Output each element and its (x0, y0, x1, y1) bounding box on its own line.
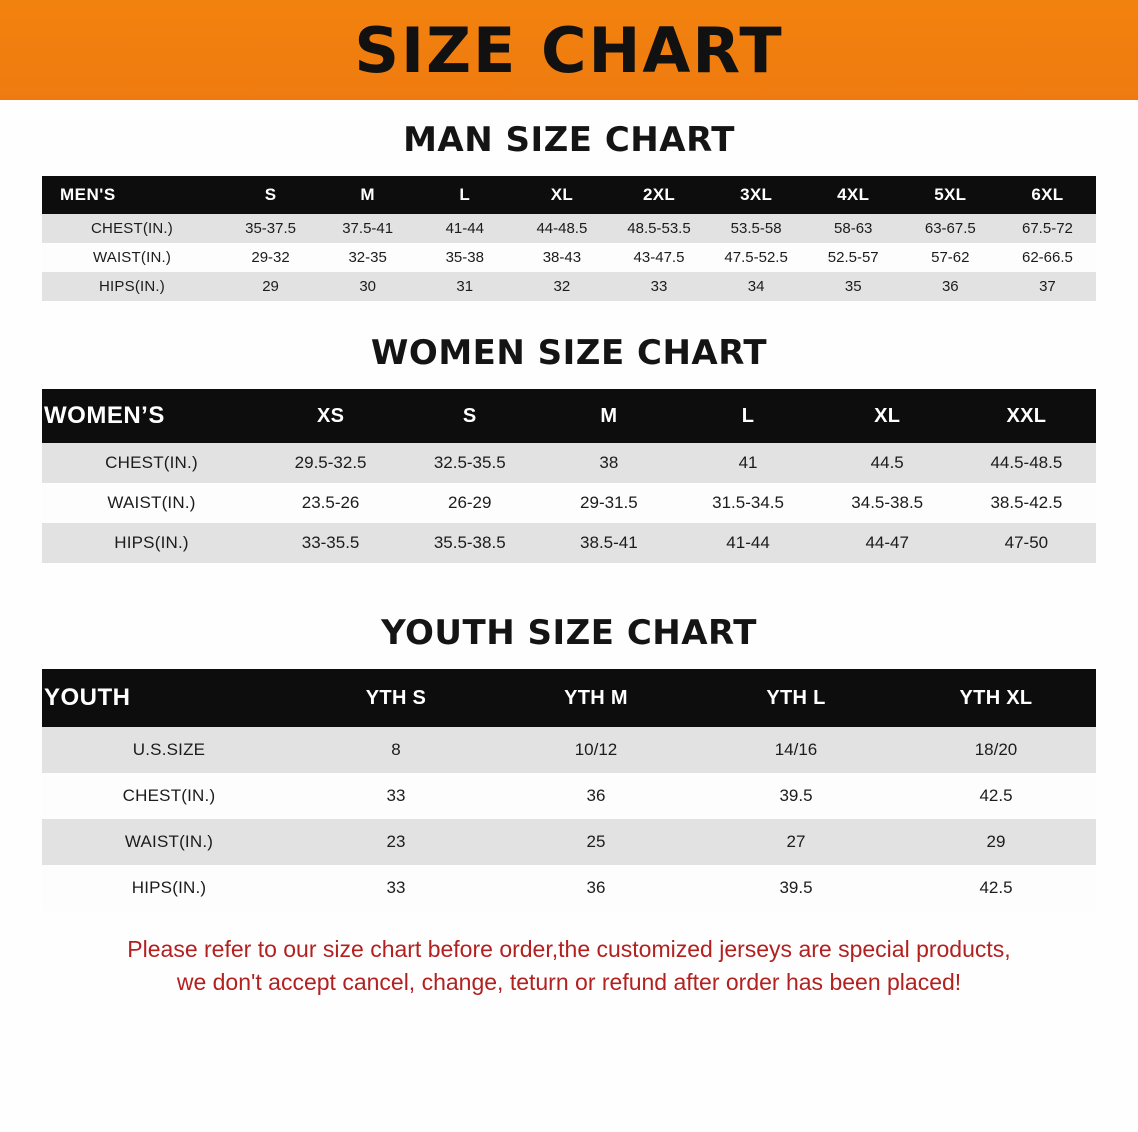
policy-note-line: we don't accept cancel, change, teturn or refund after order has been placed! (176, 968, 962, 995)
women-table-corner-label: WOMEN’S (44, 402, 165, 429)
cell: 63-67.5 (924, 220, 976, 237)
women-col-header: XL (874, 404, 901, 427)
table-header-row (42, 669, 1096, 727)
table-header-row (42, 389, 1096, 443)
row-label: U.S.SIZE (132, 740, 206, 759)
man-col-header: XL (550, 185, 574, 204)
cell: 41-44 (445, 220, 484, 237)
man-col-header: 6XL (1031, 185, 1064, 204)
youth-col-header: YTH S (365, 686, 427, 709)
cell: 10/12 (574, 740, 618, 759)
cell: 29 (262, 278, 279, 295)
table-row (42, 272, 1096, 301)
cell: 37 (1039, 278, 1056, 295)
cell: 47-50 (1004, 533, 1049, 552)
man-section-heading: MAN SIZE CHART (403, 120, 735, 160)
women-table-body (42, 443, 1096, 563)
cell: 27 (786, 832, 806, 851)
cell: 67.5-72 (1022, 220, 1073, 237)
cell: 53.5-58 (730, 220, 782, 237)
women-col-header: XS (316, 404, 345, 427)
cell: 36 (586, 786, 606, 805)
cell: 26-29 (447, 493, 492, 512)
cell: 14/16 (774, 740, 818, 759)
cell: 33 (386, 878, 406, 897)
cell: 52.5-57 (827, 249, 879, 266)
cell: 29 (986, 832, 1006, 851)
cell: 33 (650, 278, 668, 295)
row-label: WAIST(IN.) (92, 249, 172, 266)
youth-table-corner-label: YOUTH (44, 684, 131, 711)
table-row (42, 443, 1096, 483)
man-col-header: M (360, 185, 375, 204)
man-size-table (42, 176, 1096, 301)
cell: 41 (738, 453, 758, 472)
cell: 38 (599, 453, 619, 472)
man-col-header: 5XL (934, 185, 967, 204)
row-label: CHEST(IN.) (122, 786, 216, 805)
cell: 42.5 (979, 878, 1013, 897)
row-label: WAIST(IN.) (124, 832, 214, 851)
cell: 62-66.5 (1022, 249, 1073, 266)
cell: 35.5-38.5 (433, 533, 506, 552)
man-col-header: 2XL (642, 185, 676, 204)
man-table-corner-label: MEN'S (60, 185, 116, 204)
cell: 18/20 (974, 740, 1018, 759)
youth-table-header (42, 669, 1096, 727)
youth-table-wrap (42, 669, 1096, 911)
cell: 38-43 (542, 249, 582, 266)
man-col-header: 4XL (837, 185, 870, 204)
cell: 33 (386, 786, 406, 805)
cell: 43-47.5 (633, 249, 685, 266)
policy-note-line: Please refer to our size chart before order,the customized jerseys are special products, (127, 936, 1011, 962)
women-col-header: S (462, 404, 477, 427)
table-row (42, 865, 1096, 911)
women-table-wrap (42, 389, 1096, 563)
cell: 31 (456, 278, 474, 295)
cell: 30 (359, 278, 376, 295)
cell: 47.5-52.5 (724, 249, 788, 266)
policy-note (38, 933, 1100, 998)
table-row (42, 243, 1096, 272)
cell: 35 (844, 278, 862, 295)
cell: 48.5-53.5 (627, 220, 691, 237)
cell: 32-35 (348, 249, 387, 266)
cell: 41-44 (726, 533, 770, 552)
cell: 8 (391, 740, 401, 759)
cell: 37.5-41 (342, 220, 394, 237)
table-row (42, 819, 1096, 865)
cell: 39.5 (779, 786, 813, 805)
cell: 29.5-32.5 (294, 453, 367, 472)
women-section-heading: WOMEN SIZE CHART (370, 333, 768, 373)
row-label: HIPS(IN.) (99, 278, 165, 295)
cell: 39.5 (779, 878, 813, 897)
cell: 58-63 (834, 220, 873, 237)
youth-col-header: YTH XL (959, 686, 1033, 709)
header-banner (0, 0, 1138, 100)
row-label: CHEST(IN.) (91, 220, 173, 237)
cell: 33-35.5 (301, 533, 360, 552)
man-col-header: L (459, 185, 471, 204)
man-table-body (42, 214, 1096, 301)
cell: 31.5-34.5 (712, 493, 784, 512)
women-col-header: L (741, 404, 755, 427)
cell: 32 (553, 278, 571, 295)
youth-table-body (42, 727, 1096, 911)
cell: 38.5-41 (580, 533, 638, 552)
man-col-header: S (264, 185, 277, 204)
youth-col-header: YTH L (766, 686, 826, 709)
row-label: HIPS(IN.) (131, 878, 207, 897)
table-header-row (42, 176, 1096, 214)
women-col-header: M (600, 404, 618, 427)
women-size-table (42, 389, 1096, 563)
man-col-header: 3XL (740, 185, 773, 204)
row-label: CHEST(IN.) (105, 453, 198, 472)
cell: 57-62 (931, 249, 970, 266)
cell: 38.5-42.5 (990, 493, 1063, 512)
cell: 29-31.5 (580, 493, 638, 512)
table-row (42, 483, 1096, 523)
youth-section-heading: YOUTH SIZE CHART (381, 613, 757, 653)
table-row (42, 523, 1096, 563)
cell: 44.5 (870, 453, 904, 472)
cell: 44.5-48.5 (990, 453, 1063, 472)
cell: 32.5-35.5 (433, 453, 506, 472)
youth-col-header: YTH M (564, 686, 628, 709)
man-table-wrap (42, 176, 1096, 301)
cell: 44-47 (865, 533, 909, 552)
cell: 23 (386, 832, 406, 851)
table-row (42, 727, 1096, 773)
row-label: WAIST(IN.) (107, 493, 196, 512)
cell: 34.5-38.5 (851, 493, 924, 512)
table-row (42, 773, 1096, 819)
cell: 36 (586, 878, 606, 897)
cell: 35-37.5 (245, 220, 296, 237)
youth-size-table (42, 669, 1096, 911)
cell: 42.5 (979, 786, 1013, 805)
table-row (42, 214, 1096, 243)
cell: 44-48.5 (536, 220, 588, 237)
man-table-header (42, 176, 1096, 214)
cell: 25 (586, 832, 606, 851)
cell: 23.5-26 (301, 493, 360, 512)
page-title: SIZE CHART (354, 14, 784, 87)
cell: 35-38 (445, 249, 484, 266)
cell: 29-32 (251, 249, 290, 266)
row-label: HIPS(IN.) (114, 533, 189, 552)
cell: 34 (747, 278, 765, 295)
cell: 36 (941, 278, 959, 295)
women-col-header: XXL (1006, 404, 1047, 427)
women-table-header (42, 389, 1096, 443)
